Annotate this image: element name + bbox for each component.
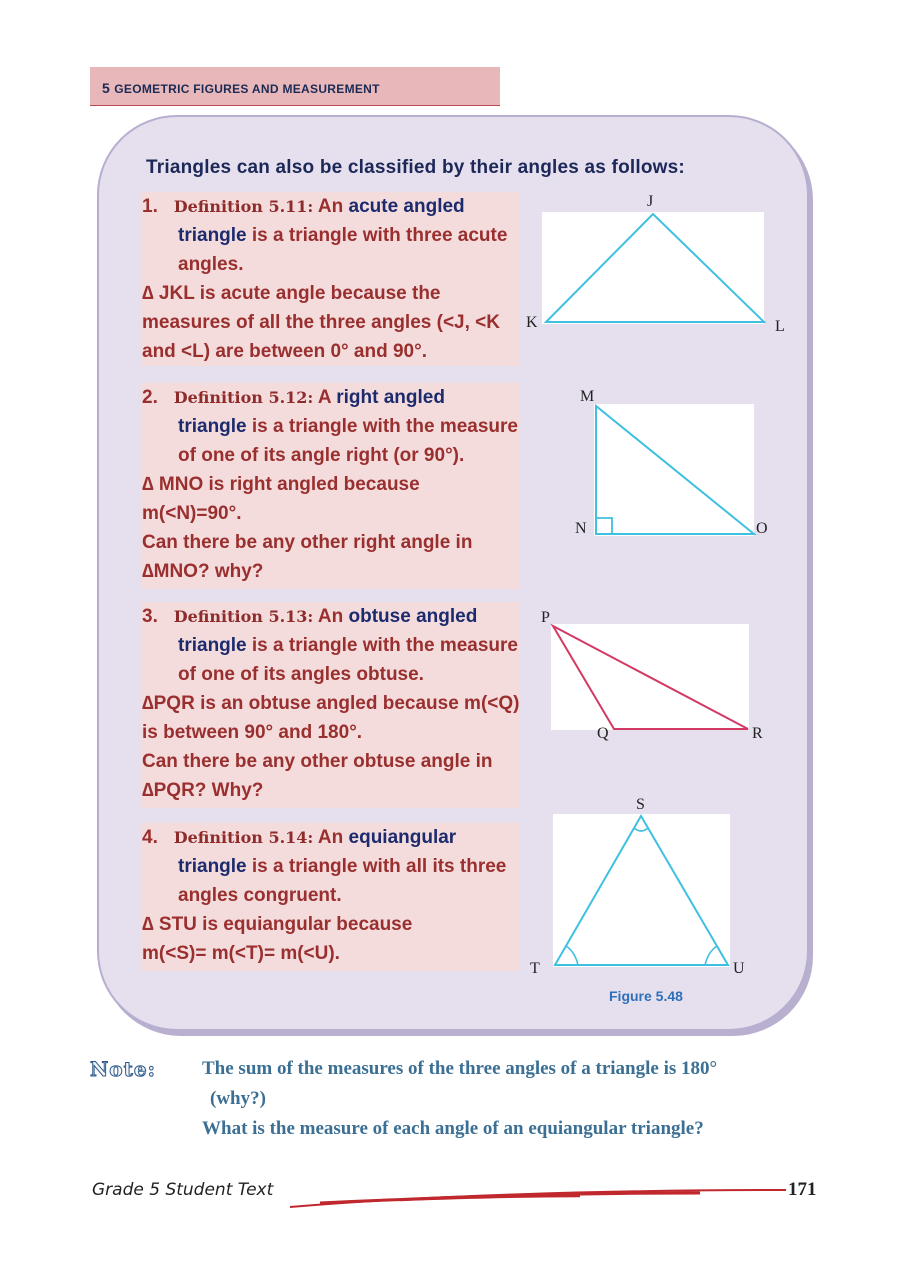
def-term: triangle — [178, 416, 247, 437]
def-explain: ∆ JKL is acute angle because the — [142, 283, 441, 304]
def-label: Definition 5.11: — [173, 197, 314, 216]
vertex-u-label: U — [733, 960, 745, 977]
chapter-title: GEOMETRIC FIGURES AND MEASUREMENT — [114, 82, 380, 96]
vertex-j-label: J — [647, 193, 654, 210]
figure-caption: Figure 5.48 — [609, 988, 683, 1004]
vertex-k-label: K — [526, 314, 538, 331]
def-text: An — [313, 827, 349, 848]
def-label: Definition 5.13: — [173, 607, 314, 626]
vertex-o-label: O — [756, 520, 768, 537]
note-line-1: The sum of the measures of the three angles of a triangle is 180° — [202, 1058, 718, 1079]
note-heading: Note: — [90, 1057, 156, 1081]
def-text: angles congruent. — [178, 885, 342, 906]
def-explain: ∆MNO? why? — [142, 561, 264, 582]
def-label: Definition 5.12: — [173, 388, 314, 407]
def-explain: ∆PQR is an obtuse angled because m(<Q) — [142, 693, 520, 714]
vertex-q-label: Q — [597, 725, 609, 742]
def-term: right angled — [336, 387, 445, 408]
def-explain: ∆ MNO is right angled because — [142, 474, 420, 495]
def-number: 3. — [142, 606, 158, 627]
def-term: acute angled — [348, 196, 465, 217]
def-term: triangle — [178, 856, 247, 877]
def-explain: and <L) are between 0° and 90°. — [142, 341, 427, 362]
def-text: An — [313, 606, 349, 627]
def-text: of one of its angle right (or 90°). — [178, 445, 465, 466]
vertex-m-label: M — [580, 388, 595, 405]
page-number: 171 — [788, 1179, 817, 1200]
vertex-n-label: N — [575, 520, 587, 537]
def-explain: measures of all the three angles (<J, <K — [142, 312, 500, 333]
def-text: is a triangle with all its three — [246, 856, 507, 877]
def-explain: ∆PQR? Why? — [142, 780, 264, 801]
def-text: A — [313, 387, 337, 408]
vertex-p-label: P — [541, 609, 550, 626]
def-term: obtuse angled — [348, 606, 478, 627]
def-explain: is between 90° and 180°. — [142, 722, 363, 743]
footer-swoosh-line — [400, 1196, 580, 1200]
def-number: 2. — [142, 387, 158, 408]
def-text: is a triangle with the measure — [246, 635, 518, 656]
vertex-t-label: T — [530, 960, 540, 977]
def-text: is a triangle with the measure — [246, 416, 518, 437]
def-term: triangle — [178, 225, 247, 246]
def-explain: Can there be any other obtuse angle in — [142, 751, 493, 772]
intro-heading: Triangles can also be classified by their angles as follows: — [146, 157, 685, 178]
chapter-number: 5 — [102, 80, 111, 96]
def-text: is a triangle with three acute — [246, 225, 508, 246]
vertex-s-label: S — [636, 796, 645, 813]
def-text: angles. — [178, 254, 244, 275]
def-number: 4. — [142, 827, 158, 848]
footer-book-title: Grade 5 Student Text — [92, 1180, 274, 1200]
footer-swoosh-line — [290, 1190, 786, 1207]
def-text: An — [313, 196, 349, 217]
def-explain: Can there be any other right angle in — [142, 532, 473, 553]
note-line-3: What is the measure of each angle of an equiangular triangle? — [202, 1118, 704, 1139]
def-label: Definition 5.14: — [173, 828, 314, 847]
def-explain: m(<S)= m(<T)= m(<U). — [142, 943, 340, 964]
vertex-r-label: R — [752, 725, 763, 742]
def-explain: m(<N)=90°. — [142, 503, 242, 524]
def-term: triangle — [178, 635, 247, 656]
vertex-l-label: L — [775, 318, 785, 335]
def-text: of one of its angles obtuse. — [178, 664, 424, 685]
def-term: equiangular — [348, 827, 457, 848]
def-explain: ∆ STU is equiangular because — [142, 914, 413, 935]
def-number: 1. — [142, 196, 158, 217]
note-line-2: (why?) — [210, 1088, 266, 1109]
